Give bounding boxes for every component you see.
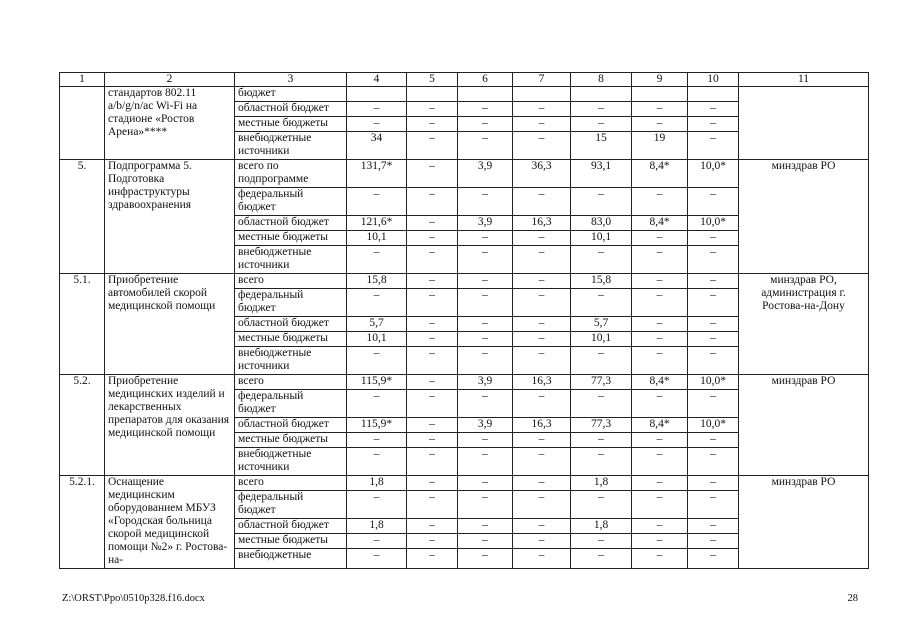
- value-cell: –: [688, 246, 739, 274]
- value-cell: –: [407, 476, 458, 491]
- value-cell: –: [458, 332, 513, 347]
- value-cell: 1,8: [347, 519, 407, 534]
- value-cell: –: [407, 491, 458, 519]
- header-cell: 6: [458, 73, 513, 87]
- value-cell: 3,9: [458, 216, 513, 231]
- value-cell: –: [407, 534, 458, 549]
- value-cell: –: [407, 160, 458, 188]
- value-cell: –: [407, 188, 458, 216]
- funding-source: местные бюджеты: [235, 332, 347, 347]
- value-cell: [407, 87, 458, 102]
- funding-source: всего: [235, 274, 347, 289]
- value-cell: 1,8: [571, 476, 632, 491]
- value-cell: –: [632, 347, 688, 375]
- value-cell: –: [513, 188, 571, 216]
- value-cell: –: [458, 132, 513, 160]
- header-cell: 10: [688, 73, 739, 87]
- value-cell: –: [347, 491, 407, 519]
- value-cell: –: [571, 549, 632, 569]
- value-cell: –: [688, 132, 739, 160]
- value-cell: –: [571, 433, 632, 448]
- value-cell: –: [688, 102, 739, 117]
- value-cell: –: [688, 448, 739, 476]
- item-name: стандартов 802.11 a/b/g/n/ac Wi-Fi на стадионе «Ростов Арена»****: [105, 87, 235, 160]
- value-cell: –: [632, 117, 688, 132]
- value-cell: [347, 87, 407, 102]
- value-cell: 34: [347, 132, 407, 160]
- value-cell: 93,1: [571, 160, 632, 188]
- value-cell: –: [407, 433, 458, 448]
- item-number: 5.2.: [60, 375, 105, 476]
- funding-source: федеральный бюджет: [235, 491, 347, 519]
- executor: минздрав РО, администрация г. Ростова-на-Дону: [739, 274, 869, 375]
- value-cell: –: [632, 246, 688, 274]
- table-row: [60, 375, 869, 390]
- value-cell: –: [458, 476, 513, 491]
- item-name: Оснащение медицинским оборудованием МБУЗ «Городская больница скорой медицинской помощи №2» г. Ростова-на-: [105, 476, 235, 569]
- value-cell: 115,9*: [347, 375, 407, 390]
- value-cell: –: [688, 519, 739, 534]
- funding-source: федеральный бюджет: [235, 289, 347, 317]
- value-cell: 10,0*: [688, 375, 739, 390]
- item-name: Подпрограмма 5. Подготовка инфраструктуры здравоохранения: [105, 160, 235, 274]
- value-cell: –: [513, 433, 571, 448]
- value-cell: –: [632, 289, 688, 317]
- header-cell: 2: [105, 73, 235, 87]
- funding-source: местные бюджеты: [235, 433, 347, 448]
- item-name: Приобретение автомобилей скорой медицинской помощи: [105, 274, 235, 375]
- item-number: [60, 87, 105, 160]
- value-cell: –: [571, 289, 632, 317]
- value-cell: –: [347, 448, 407, 476]
- value-cell: 10,1: [347, 231, 407, 246]
- funding-source: внебюджетные источники: [235, 347, 347, 375]
- value-cell: –: [458, 102, 513, 117]
- value-cell: –: [688, 274, 739, 289]
- header-cell: 5: [407, 73, 458, 87]
- value-cell: –: [458, 274, 513, 289]
- value-cell: –: [347, 433, 407, 448]
- value-cell: [688, 87, 739, 102]
- value-cell: –: [347, 534, 407, 549]
- value-cell: 5,7: [571, 317, 632, 332]
- value-cell: –: [571, 102, 632, 117]
- file-path: Z:\ORST\Ppo\0510p328.f16.docx: [62, 593, 205, 604]
- value-cell: 8,4*: [632, 375, 688, 390]
- value-cell: –: [347, 102, 407, 117]
- value-cell: –: [347, 549, 407, 569]
- funding-source: местные бюджеты: [235, 117, 347, 132]
- value-cell: –: [407, 317, 458, 332]
- value-cell: –: [347, 188, 407, 216]
- value-cell: –: [688, 390, 739, 418]
- value-cell: –: [347, 347, 407, 375]
- funding-source: внебюджетные: [235, 549, 347, 569]
- header-cell: 8: [571, 73, 632, 87]
- header-row: [60, 73, 869, 87]
- value-cell: 1,8: [347, 476, 407, 491]
- header-cell: 11: [739, 73, 869, 87]
- funding-source: внебюджетные источники: [235, 132, 347, 160]
- value-cell: –: [688, 188, 739, 216]
- value-cell: –: [458, 347, 513, 375]
- value-cell: 10,0*: [688, 418, 739, 433]
- value-cell: –: [571, 448, 632, 476]
- funding-source: бюджет: [235, 87, 347, 102]
- page-number: 28: [847, 593, 858, 604]
- value-cell: 10,1: [571, 231, 632, 246]
- funding-source: областной бюджет: [235, 418, 347, 433]
- value-cell: –: [458, 448, 513, 476]
- funding-source: федеральный бюджет: [235, 390, 347, 418]
- funding-source: федеральный бюджет: [235, 188, 347, 216]
- value-cell: –: [688, 476, 739, 491]
- value-cell: 10,1: [571, 332, 632, 347]
- value-cell: –: [513, 491, 571, 519]
- value-cell: –: [347, 117, 407, 132]
- header-cell: 1: [60, 73, 105, 87]
- executor: минздрав РО: [739, 160, 869, 274]
- value-cell: 10,0*: [688, 216, 739, 231]
- value-cell: –: [688, 491, 739, 519]
- value-cell: 16,3: [513, 216, 571, 231]
- value-cell: –: [458, 549, 513, 569]
- value-cell: [513, 87, 571, 102]
- value-cell: –: [407, 274, 458, 289]
- value-cell: –: [571, 491, 632, 519]
- value-cell: –: [407, 289, 458, 317]
- funding-source: областной бюджет: [235, 102, 347, 117]
- value-cell: –: [632, 476, 688, 491]
- value-cell: –: [513, 274, 571, 289]
- value-cell: –: [407, 375, 458, 390]
- funding-source: внебюджетные источники: [235, 246, 347, 274]
- value-cell: –: [347, 246, 407, 274]
- funding-source: областной бюджет: [235, 216, 347, 231]
- value-cell: –: [632, 390, 688, 418]
- value-cell: –: [407, 332, 458, 347]
- funding-source: всего по подпрограмме: [235, 160, 347, 188]
- value-cell: –: [632, 231, 688, 246]
- value-cell: –: [513, 289, 571, 317]
- value-cell: –: [632, 332, 688, 347]
- value-cell: –: [407, 448, 458, 476]
- value-cell: 121,6*: [347, 216, 407, 231]
- value-cell: –: [513, 231, 571, 246]
- value-cell: 77,3: [571, 375, 632, 390]
- value-cell: –: [458, 433, 513, 448]
- value-cell: –: [513, 117, 571, 132]
- value-cell: –: [407, 347, 458, 375]
- funding-source: местные бюджеты: [235, 534, 347, 549]
- value-cell: 15,8: [347, 274, 407, 289]
- value-cell: –: [347, 390, 407, 418]
- value-cell: 77,3: [571, 418, 632, 433]
- value-cell: –: [458, 317, 513, 332]
- item-number: 5.: [60, 160, 105, 274]
- value-cell: –: [407, 418, 458, 433]
- value-cell: –: [458, 519, 513, 534]
- table-row: [60, 476, 869, 491]
- budget-table: [59, 72, 869, 569]
- value-cell: –: [513, 246, 571, 274]
- table-row: [60, 160, 869, 188]
- table-row: [60, 274, 869, 289]
- value-cell: –: [513, 390, 571, 418]
- value-cell: –: [632, 549, 688, 569]
- value-cell: –: [407, 390, 458, 418]
- value-cell: –: [513, 102, 571, 117]
- value-cell: 8,4*: [632, 418, 688, 433]
- value-cell: –: [688, 347, 739, 375]
- value-cell: –: [513, 132, 571, 160]
- executor: [739, 87, 869, 160]
- value-cell: 10,1: [347, 332, 407, 347]
- value-cell: –: [407, 132, 458, 160]
- header-cell: 4: [347, 73, 407, 87]
- funding-source: областной бюджет: [235, 317, 347, 332]
- value-cell: 10,0*: [688, 160, 739, 188]
- funding-source: всего: [235, 375, 347, 390]
- value-cell: 115,9*: [347, 418, 407, 433]
- executor: минздрав РО: [739, 476, 869, 569]
- value-cell: –: [513, 549, 571, 569]
- value-cell: –: [632, 102, 688, 117]
- value-cell: –: [632, 317, 688, 332]
- value-cell: –: [458, 289, 513, 317]
- value-cell: –: [407, 519, 458, 534]
- value-cell: –: [407, 549, 458, 569]
- value-cell: –: [407, 117, 458, 132]
- value-cell: –: [347, 289, 407, 317]
- value-cell: –: [513, 448, 571, 476]
- value-cell: [458, 87, 513, 102]
- value-cell: –: [513, 476, 571, 491]
- funding-source: всего: [235, 476, 347, 491]
- value-cell: 3,9: [458, 418, 513, 433]
- value-cell: –: [407, 231, 458, 246]
- value-cell: –: [571, 390, 632, 418]
- value-cell: [571, 87, 632, 102]
- value-cell: –: [458, 188, 513, 216]
- executor: минздрав РО: [739, 375, 869, 476]
- value-cell: 36,3: [513, 160, 571, 188]
- value-cell: 16,3: [513, 375, 571, 390]
- value-cell: 19: [632, 132, 688, 160]
- value-cell: –: [513, 332, 571, 347]
- table-row: [60, 87, 869, 102]
- value-cell: 16,3: [513, 418, 571, 433]
- item-number: 5.2.1.: [60, 476, 105, 569]
- header-cell: 3: [235, 73, 347, 87]
- value-cell: –: [571, 347, 632, 375]
- value-cell: –: [688, 332, 739, 347]
- value-cell: 15,8: [571, 274, 632, 289]
- value-cell: –: [407, 102, 458, 117]
- value-cell: –: [688, 433, 739, 448]
- value-cell: –: [632, 188, 688, 216]
- value-cell: –: [458, 534, 513, 549]
- funding-source: местные бюджеты: [235, 231, 347, 246]
- value-cell: –: [571, 246, 632, 274]
- value-cell: [632, 87, 688, 102]
- value-cell: –: [513, 347, 571, 375]
- value-cell: –: [632, 274, 688, 289]
- header-cell: 7: [513, 73, 571, 87]
- value-cell: –: [458, 491, 513, 519]
- value-cell: 131,7*: [347, 160, 407, 188]
- value-cell: –: [688, 534, 739, 549]
- item-name: Приобретение медицинских изделий и лекарственных препаратов для оказания медицинской помощи: [105, 375, 235, 476]
- value-cell: –: [458, 246, 513, 274]
- value-cell: –: [688, 549, 739, 569]
- value-cell: –: [688, 231, 739, 246]
- value-cell: –: [571, 188, 632, 216]
- value-cell: –: [513, 519, 571, 534]
- value-cell: –: [407, 216, 458, 231]
- value-cell: 83,0: [571, 216, 632, 231]
- table-body: [60, 73, 869, 569]
- funding-source: внебюджетные источники: [235, 448, 347, 476]
- value-cell: –: [688, 317, 739, 332]
- value-cell: –: [688, 289, 739, 317]
- value-cell: –: [688, 117, 739, 132]
- value-cell: 8,4*: [632, 216, 688, 231]
- funding-source: областной бюджет: [235, 519, 347, 534]
- header-cell: 9: [632, 73, 688, 87]
- value-cell: 5,7: [347, 317, 407, 332]
- value-cell: –: [632, 491, 688, 519]
- value-cell: –: [632, 534, 688, 549]
- value-cell: 3,9: [458, 375, 513, 390]
- value-cell: –: [458, 117, 513, 132]
- value-cell: 3,9: [458, 160, 513, 188]
- value-cell: –: [513, 317, 571, 332]
- value-cell: 1,8: [571, 519, 632, 534]
- item-number: 5.1.: [60, 274, 105, 375]
- value-cell: –: [513, 534, 571, 549]
- value-cell: –: [458, 390, 513, 418]
- value-cell: 15: [571, 132, 632, 160]
- value-cell: –: [632, 448, 688, 476]
- value-cell: –: [571, 117, 632, 132]
- value-cell: –: [458, 231, 513, 246]
- value-cell: –: [571, 534, 632, 549]
- value-cell: –: [632, 519, 688, 534]
- value-cell: 8,4*: [632, 160, 688, 188]
- value-cell: –: [407, 246, 458, 274]
- value-cell: –: [632, 433, 688, 448]
